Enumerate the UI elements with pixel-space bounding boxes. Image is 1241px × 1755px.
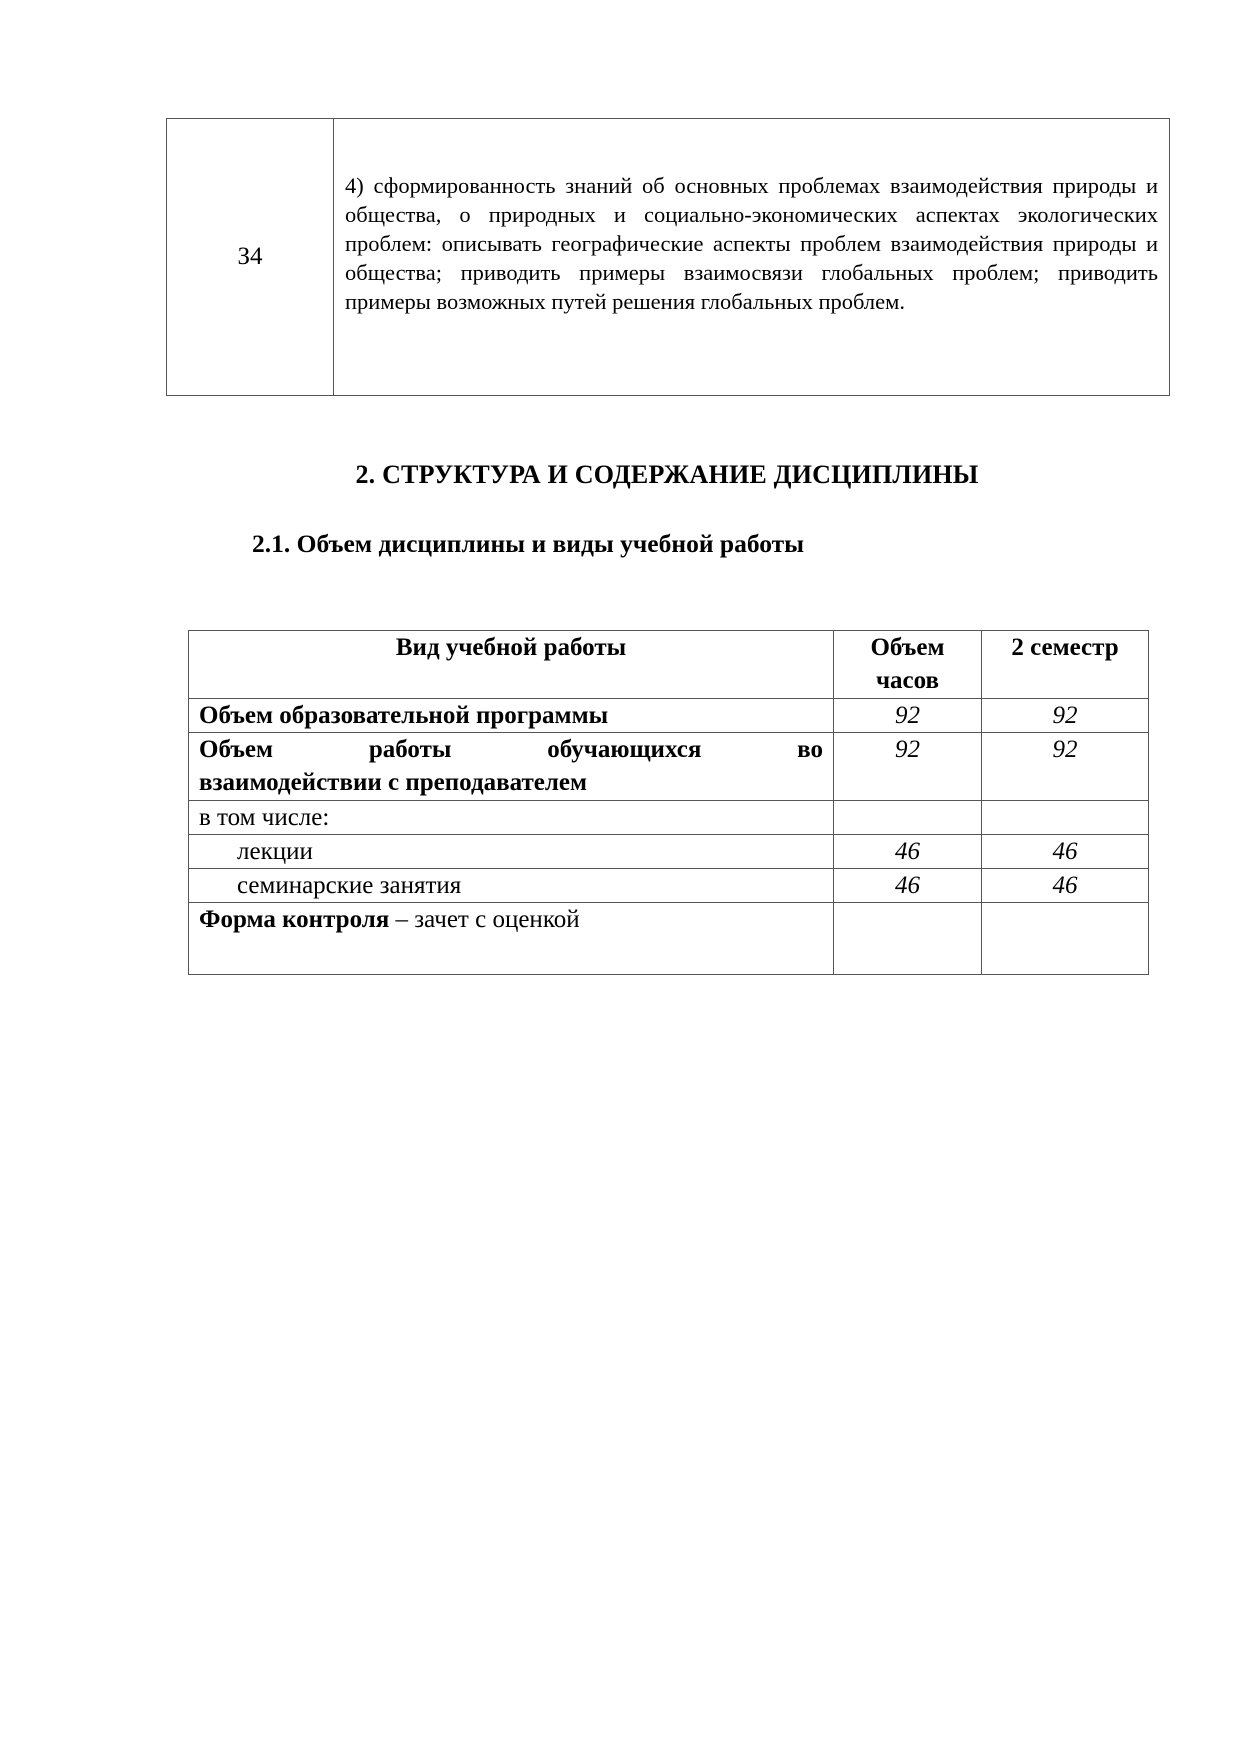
- section-title: 2. СТРУКТУРА И СОДЕРЖАНИЕ ДИСЦИПЛИНЫ: [355, 460, 979, 489]
- competency-code: З4: [167, 119, 334, 396]
- row-label: семинарские занятия: [189, 869, 834, 903]
- control-form-value: – зачет с оценкой: [389, 906, 580, 933]
- header-hours-line1: Объем: [870, 634, 945, 661]
- table-row-lectures: [189, 835, 1149, 869]
- row-hours: 46: [834, 869, 982, 903]
- header-semester: 2 семестр: [982, 631, 1149, 699]
- row-label: [189, 733, 834, 801]
- row-label-line2: взаимодействии с преподавателем: [199, 769, 587, 796]
- row-hours: [834, 801, 982, 835]
- row-semester: 92: [982, 733, 1149, 801]
- row-label: лекции: [189, 835, 834, 869]
- competency-description: 4) сформированность знаний об основных проблемах взаимодействия природы и общества, о природных и социально-экономических аспектах экологических проблем: описывать географические аспекты проблем взаимодействия природы и общества; приводить примеры взаимосвязи глобальных проблем; приводить примеры возможных путей решения глобальных проблем.: [345, 173, 1158, 314]
- row-hours: 92: [834, 733, 982, 801]
- competency-description-cell: [334, 119, 1170, 396]
- table-row-control-form: [189, 903, 1149, 975]
- competency-table: [166, 118, 1170, 396]
- row-hours: 46: [834, 835, 982, 869]
- row-hours: [834, 903, 982, 975]
- header-hours: [834, 631, 982, 699]
- table-row-program-volume: [189, 699, 1149, 733]
- row-semester: 46: [982, 835, 1149, 869]
- header-hours-line2: часов: [875, 667, 940, 694]
- row-label-line1: Объем работы обучающихся во: [199, 736, 823, 763]
- row-semester: [982, 903, 1149, 975]
- table-row-including: [189, 801, 1149, 835]
- row-label: Объем образовательной программы: [189, 699, 834, 733]
- row-label: в том числе:: [189, 801, 834, 835]
- table-row-seminars: [189, 869, 1149, 903]
- hours-table: [188, 630, 1149, 975]
- row-semester: 46: [982, 869, 1149, 903]
- row-hours: 92: [834, 699, 982, 733]
- competency-row: [167, 119, 1170, 396]
- row-semester: [982, 801, 1149, 835]
- hours-table-header-row: [189, 631, 1149, 699]
- control-form-label: Форма контроля: [199, 906, 390, 933]
- header-work-type: Вид учебной работы: [189, 631, 834, 699]
- table-row-contact-work: [189, 733, 1149, 801]
- row-semester: 92: [982, 699, 1149, 733]
- row-label: [189, 903, 834, 975]
- subsection-title: 2.1. Объем дисциплины и виды учебной работы: [252, 529, 805, 558]
